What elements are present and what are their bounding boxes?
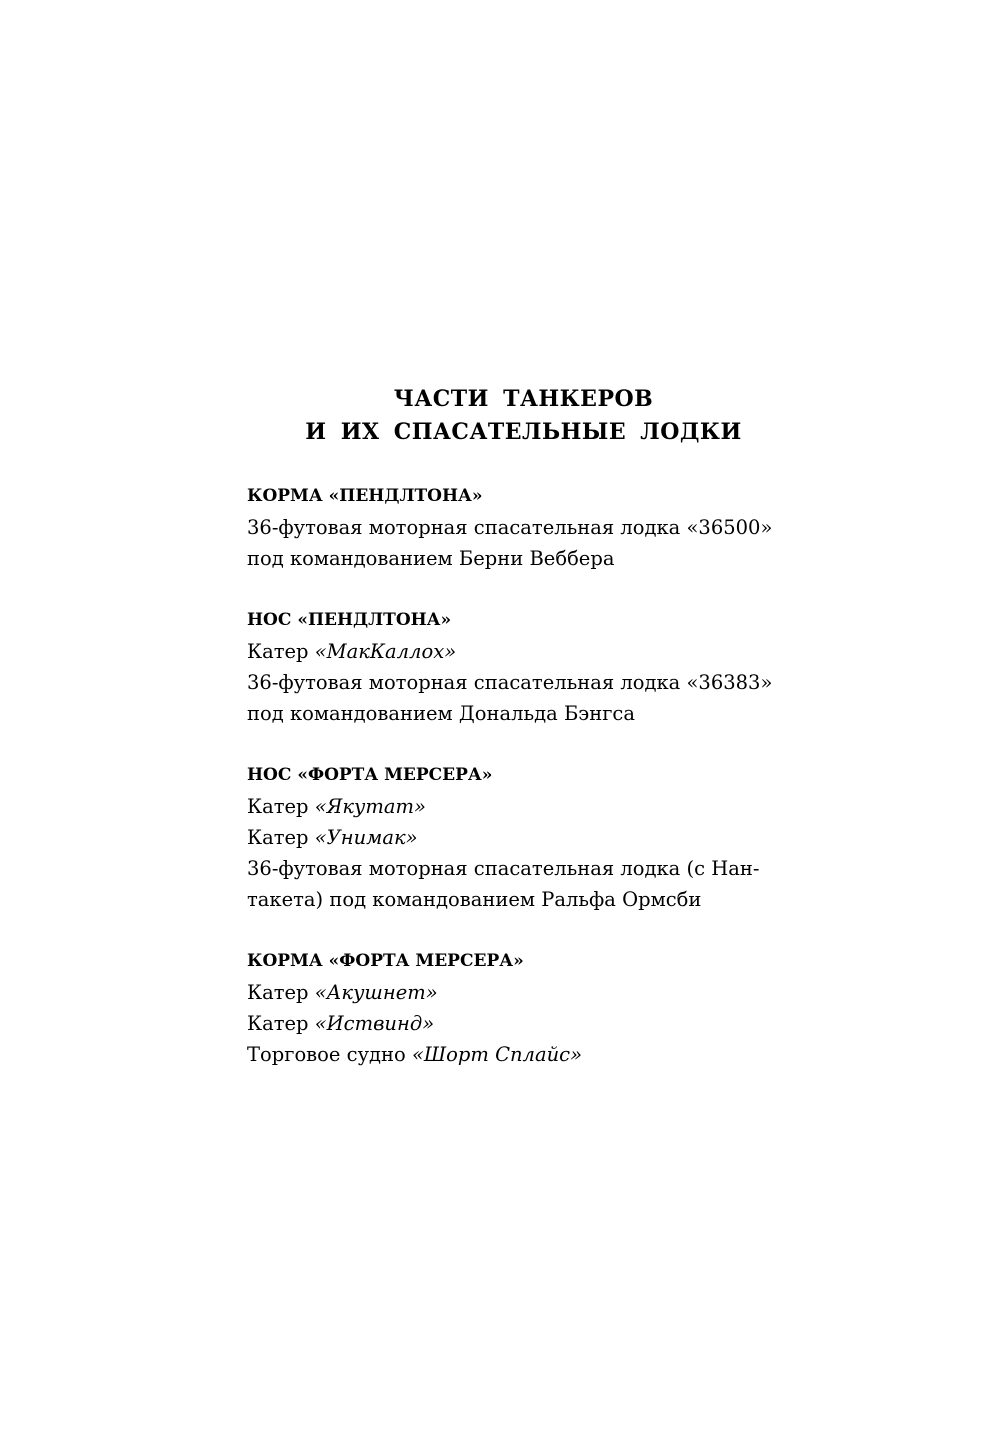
section-line — [247, 1039, 817, 1070]
section-heading: КОРМА «ФОРТА МЕРСЕРА» — [247, 951, 524, 971]
section-line — [247, 667, 817, 698]
line-text: 36-футовая моторная спасательная лодка «36500» — [247, 516, 773, 539]
line-text: Катер — [247, 981, 315, 1004]
section-line — [247, 791, 817, 822]
section-line — [247, 884, 817, 915]
line-text: 36-футовая моторная спасательная лодка (с Нан- — [247, 857, 760, 880]
section-line — [247, 543, 817, 574]
section-pendleton-bow — [247, 605, 817, 729]
vessel-name: «Акушнет» — [314, 981, 438, 1004]
line-text: под командованием Дональда Бэнгса — [247, 702, 635, 725]
section-line — [247, 822, 817, 853]
vessel-name: «Якутат» — [314, 795, 426, 818]
section-line — [247, 698, 817, 729]
sections-list — [247, 481, 817, 1101]
section-line — [247, 512, 817, 543]
section-line — [247, 977, 817, 1008]
section-fort-mercer-bow — [247, 760, 817, 915]
line-text: Катер — [247, 795, 315, 818]
line-text: Катер — [247, 1012, 315, 1035]
line-text: такета) под командованием Ральфа Ормсби — [247, 888, 702, 911]
line-text: Катер — [247, 826, 315, 849]
vessel-name: «Иствинд» — [314, 1012, 435, 1035]
section-heading: НОС «ФОРТА МЕРСЕРА» — [247, 765, 493, 785]
line-text: Торговое судно — [247, 1043, 412, 1066]
page-title-line-2: И ИХ СПАСАТЕЛЬНЫЕ ЛОДКИ — [305, 419, 742, 445]
section-line — [247, 636, 817, 667]
section-pendleton-stern — [247, 481, 817, 574]
section-fort-mercer-stern — [247, 946, 817, 1070]
line-text: под командованием Берни Веббера — [247, 547, 615, 570]
section-line — [247, 1008, 817, 1039]
line-text: Катер — [247, 640, 315, 663]
section-heading: КОРМА «ПЕНДЛТОНА» — [247, 486, 483, 506]
vessel-name: «МакКаллох» — [314, 640, 457, 663]
section-heading: НОС «ПЕНДЛТОНА» — [247, 610, 452, 630]
section-line — [247, 853, 817, 884]
line-text: 36-футовая моторная спасательная лодка «36383» — [247, 671, 773, 694]
page-title-line-1: ЧАСТИ ТАНКЕРОВ — [393, 386, 654, 412]
vessel-name: «Унимак» — [314, 826, 418, 849]
vessel-name: «Шорт Сплайс» — [411, 1043, 583, 1066]
